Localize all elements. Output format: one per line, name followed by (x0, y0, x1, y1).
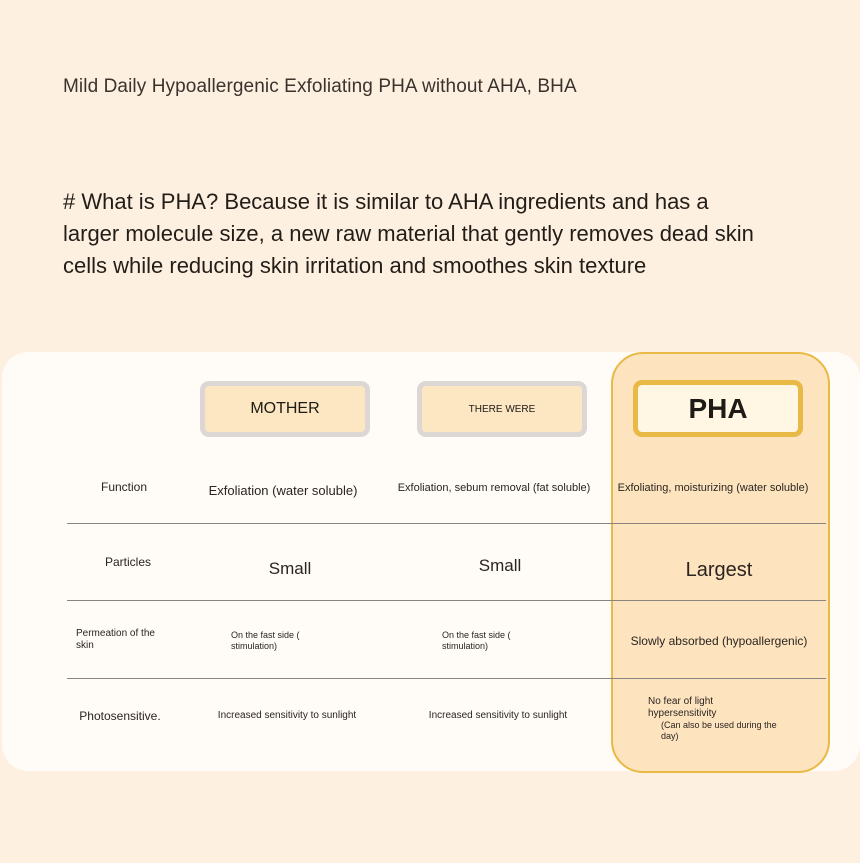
cell-permeation-there-were (442, 630, 562, 652)
cell-photosensitive-pha-note2: day) (661, 730, 679, 741)
cell-permeation-there-were-line1: On the fast side ( (442, 630, 511, 640)
cell-photosensitive-pha-line1: No fear of light (648, 696, 714, 707)
cell-particles-mother: Small (268, 559, 312, 578)
column-header-pha: PHA (633, 380, 803, 437)
cell-photosensitive-pha-note1: (Can also be used during the (661, 720, 777, 730)
cell-photosensitive-there-were: Increased sensitivity to sunlight (428, 710, 568, 721)
row-divider (67, 600, 826, 601)
cell-function-mother: Exfoliation (water soluble) (208, 483, 358, 498)
cell-function-there-were: Exfoliation, sebum removal (fat soluble) (397, 482, 591, 494)
row-label-permeation-line1: Permeation of the (76, 628, 155, 639)
cell-permeation-there-were-line2: stimulation) (442, 640, 489, 651)
row-divider (67, 678, 826, 679)
column-header-there-were: THERE WERE (417, 381, 587, 437)
row-label-function: Function (100, 480, 148, 494)
cell-permeation-mother-line2: stimulation) (231, 640, 278, 651)
row-divider (67, 523, 826, 524)
page-subtitle: Mild Daily Hypoallergenic Exfoliating PHA without AHA, BHA (63, 76, 577, 97)
cell-function-pha: Exfoliating, moisturizing (water soluble) (617, 482, 809, 494)
row-label-particles: Particles (104, 555, 151, 569)
cell-particles-there-were: Small (478, 556, 522, 575)
cell-photosensitive-pha (648, 696, 818, 742)
intro-paragraph: # What is PHA? Because it is similar to AHA ingredients and has a larger molecule size, a new raw material that gently removes dead skin cells while reducing skin irritation and smoothes skin texture (63, 189, 754, 278)
row-label-permeation (76, 628, 186, 652)
cell-particles-pha: Largest (685, 559, 753, 581)
cell-permeation-pha: Slowly absorbed (hypoallergenic) (630, 634, 808, 648)
cell-permeation-mother (231, 630, 351, 652)
cell-permeation-mother-line1: On the fast side ( (231, 630, 300, 640)
row-label-permeation-line2: skin (76, 640, 94, 651)
column-header-mother: MOTHER (200, 381, 370, 437)
cell-photosensitive-pha-line2: hypersensitivity (648, 708, 717, 719)
row-label-photosensitive: Photosensitive. (79, 709, 161, 723)
cell-photosensitive-pha-note (648, 720, 818, 742)
cell-photosensitive-mother: Increased sensitivity to sunlight (217, 710, 357, 721)
